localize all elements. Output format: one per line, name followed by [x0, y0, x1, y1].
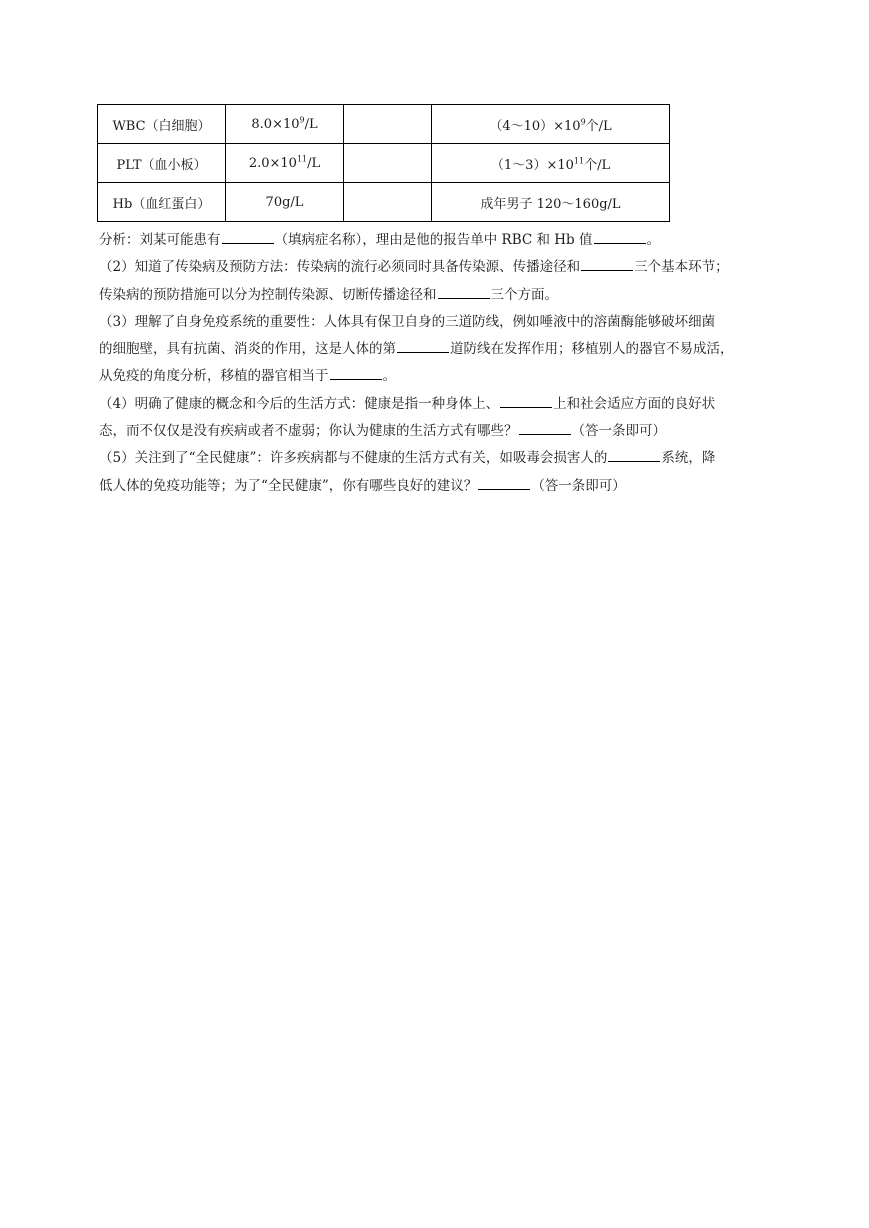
table-row — [98, 144, 670, 183]
answer-blank[interactable] — [222, 227, 274, 244]
question-2-line-1: （2）知道了传染病及预防方法：传染病的流行必须同时具备传染源、传播途径和 三个基本环节； — [99, 254, 794, 281]
answer-blank[interactable] — [397, 336, 449, 353]
value-cell: 70g/L — [226, 183, 344, 222]
item-cell: PLT（血小板） — [98, 144, 226, 183]
analysis-line: 分析：刘某可能患有 （填病症名称），理由是他的报告单中 RBC 和 Hb 值 。 — [99, 227, 794, 254]
value-cell: $2.0\times 10^{11}/L$ — [226, 144, 344, 183]
blood-report-table — [97, 104, 670, 222]
answer-blank[interactable] — [519, 418, 571, 435]
answer-blank[interactable] — [330, 363, 382, 380]
empty-cell — [344, 105, 432, 144]
question-3-line-3: 从免疫的角度分析，移植的器官相当于 。 — [99, 363, 794, 390]
reference-cell: $(1\sim 3)\times 10^{11}$个/L — [432, 144, 670, 183]
item-cell: WBC（白细胞） — [98, 105, 226, 144]
answer-blank[interactable] — [438, 282, 490, 299]
table-row — [98, 183, 670, 222]
reference-cell: 成年男子 120～160g/L — [432, 183, 670, 222]
value-cell: $8.0\times 10^9/L$ — [226, 105, 344, 144]
question-4-line-2: 态，而不仅仅是没有疾病或者不虚弱；你认为健康的生活方式有哪些？ （答一条即可） — [99, 418, 794, 445]
question-5-line-1: （5）关注到了“全民健康”：许多疾病都与不健康的生活方式有关，如吸毒会损害人的 系统，降 — [99, 445, 794, 472]
reference-cell: $(4\sim 10)\times 10^9$个/L — [432, 105, 670, 144]
question-5-line-2: 低人体的免疫功能等；为了“全民健康”，你有哪些良好的建议？ （答一条即可） — [99, 473, 794, 500]
answer-blank[interactable] — [500, 391, 552, 408]
answer-blank[interactable] — [594, 227, 646, 244]
question-3-line-1: （3）理解了自身免疫系统的重要性：人体具有保卫自身的三道防线，例如唾液中的溶菌酶能够破坏细菌 — [99, 313, 716, 330]
answer-blank[interactable] — [608, 445, 660, 462]
empty-cell — [344, 144, 432, 183]
question-2-line-2: 传染病的预防措施可以分为控制传染源、切断传播途径和 三个方面。 — [99, 282, 794, 309]
question-3-line-2: 的细胞壁，具有抗菌、消炎的作用，这是人体的第 道防线在发挥作用；移植别人的器官不易成活， — [99, 336, 794, 363]
table-row — [98, 105, 670, 144]
question-4-line-1: （4）明确了健康的概念和今后的生活方式：健康是指一种身体上、 上和社会适应方面的良好状 — [99, 391, 794, 418]
item-cell: Hb（血红蛋白） — [98, 183, 226, 222]
answer-blank[interactable] — [478, 473, 530, 490]
answer-blank[interactable] — [581, 254, 633, 271]
question-text — [99, 227, 794, 500]
empty-cell — [344, 183, 432, 222]
